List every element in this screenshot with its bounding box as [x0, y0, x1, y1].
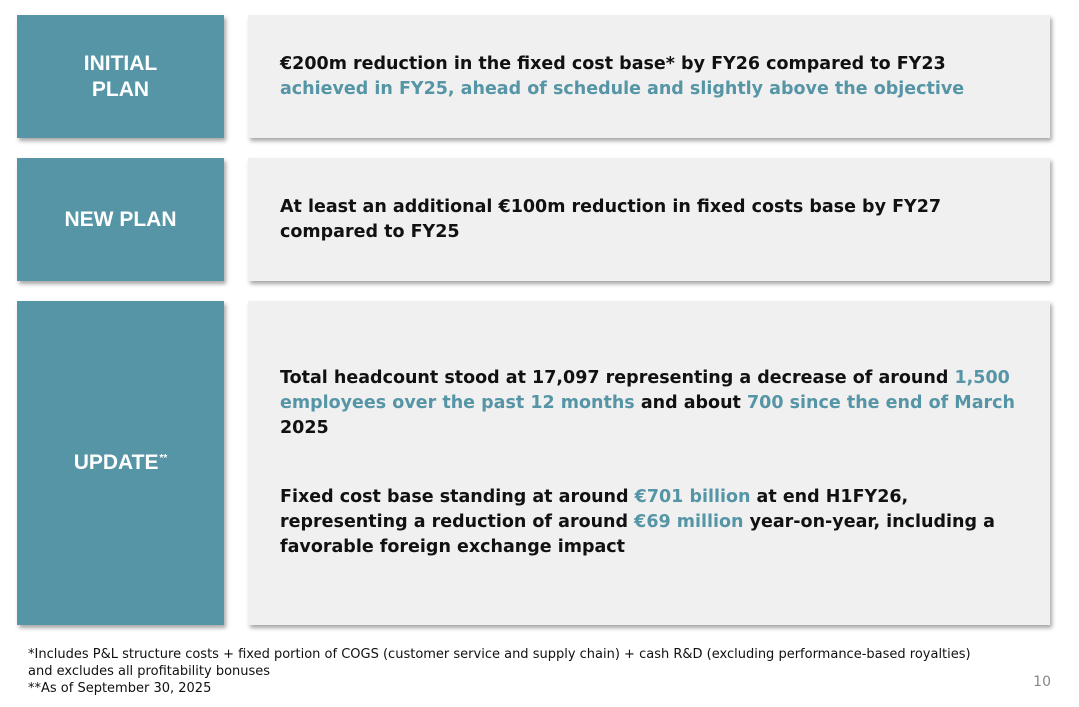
headcount-text-a: Total headcount stood at 17,097 representing a decrease of around: [280, 368, 955, 388]
initial-plan-label-line1: INITIAL: [83, 51, 158, 75]
update-label-text: UPDATE: [73, 451, 159, 474]
fixed-cost-highlight-1: €701 billion: [634, 487, 751, 507]
new-plan-label: [17, 158, 224, 281]
fixed-cost-text-a: Fixed cost base standing at around: [280, 487, 635, 507]
headcount-highlight-1: 1,500 employees over the past 12 months: [280, 368, 1010, 413]
new-plan-line1: At least an additional €100m reduction in fixed costs base by FY27: [280, 196, 942, 217]
fixed-cost-highlight-2: €69 million: [634, 512, 744, 532]
initial-plan-line2: achieved in FY25, ahead of schedule and slightly above the objective: [280, 78, 965, 99]
initial-plan-label-line2: PLAN: [91, 77, 150, 101]
update-label: [17, 301, 224, 625]
update-content: [248, 301, 1050, 625]
update-label-footnote-marker: **: [159, 453, 168, 464]
initial-plan-content: [248, 15, 1050, 138]
footnote-1: *Includes P&L structure costs + fixed portion of COGS (customer service and supply chain) + cash R&D (excluding performance-based royalties) and excludes all profitability bonuses: [28, 647, 971, 679]
update-fixed-cost-paragraph: [280, 485, 1032, 560]
fixed-cost-text-b: at end H1FY26, representing a reduction of around: [280, 487, 909, 532]
initial-plan-line1: €200m reduction in the fixed cost base* by FY26 compared to FY23: [280, 53, 946, 74]
footnote-2: **As of September 30, 2025: [28, 681, 212, 696]
update-text: [280, 366, 1032, 560]
new-plan-line2: compared to FY25: [280, 221, 460, 242]
headcount-text-c: 2025: [280, 418, 329, 438]
initial-plan-text: [280, 52, 964, 102]
initial-plan-label: [17, 15, 224, 138]
page-number: 10: [1033, 674, 1051, 690]
headcount-text-b: and about: [634, 393, 747, 413]
new-plan-label-text: NEW PLAN: [64, 207, 177, 231]
new-plan-content: [248, 158, 1050, 281]
new-plan-text: [280, 195, 941, 245]
footnotes: [28, 646, 988, 697]
headcount-highlight-2: 700 since the end of March: [747, 393, 1015, 413]
update-headcount-paragraph: [280, 366, 1032, 441]
fixed-cost-text-c: year-on-year, including a favorable foreign exchange impact: [280, 512, 995, 557]
